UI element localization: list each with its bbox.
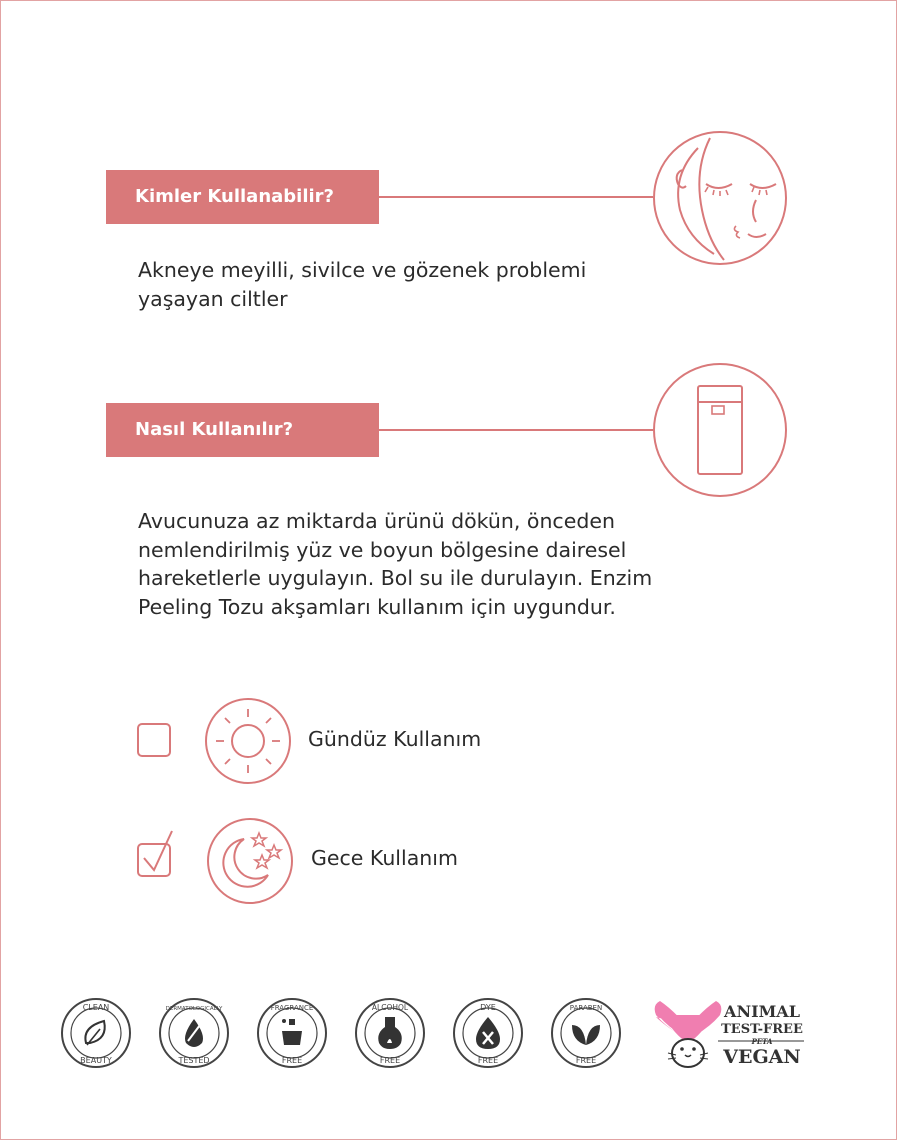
face-icon [652,130,788,266]
day-usage-label: Gündüz Kullanım [308,727,482,751]
badge-bottom-text: FREE [477,1056,499,1065]
badge-top-text: CLEAN [82,1003,110,1012]
header-connector-line [379,196,653,198]
badge-bottom-text: FREE [379,1056,401,1065]
how-to-use-line: nemlendirilmiş yüz ve boyun bölgesine dairesel [138,537,627,562]
who-can-use-line: Akneye meyilli, sivilce ve gözenek problemi [138,258,587,282]
badge-top-text: ALCOHOL [371,1003,409,1012]
fragrance-free-badge [256,997,328,1069]
paraben-free-badge [550,997,622,1069]
who-can-use-header: Kimler Kullanabilir? [106,170,379,224]
clean-beauty-badge [60,997,132,1069]
header-connector-line [379,429,653,431]
who-can-use-line: yaşayan ciltler [138,286,288,311]
peta-brand: PETA [751,1037,773,1046]
badge-bottom-text: TESTED [178,1056,210,1065]
badge-top-text: DYE [480,1003,496,1012]
leaves-icon [572,1025,586,1045]
badge-bottom-text: BEAUTY [80,1056,112,1065]
how-to-use-text [138,507,679,621]
badge-top-text: FRAGRANCE [270,1004,314,1012]
day-usage-checkbox[interactable] [136,722,174,760]
peta-vegan-logo [650,995,810,1073]
badge-bottom-text: FREE [575,1056,597,1065]
peta-line2: TEST-FREE [721,1022,803,1037]
badge-top-text: DERMATOLOGICALLY [165,1006,223,1012]
night-usage-checkbox[interactable] [136,828,176,878]
perfume-icon [289,1019,295,1025]
leaf-icon [85,1021,104,1043]
how-to-use-line: Avucunuza az miktarda ürünü dökün, önceden [138,509,615,533]
how-to-use-line: Peeling Tozu akşamları kullanım için uygundur. [138,594,616,619]
x-icon [476,1017,500,1049]
peta-line1: ANIMAL [724,1002,800,1021]
flask-icon [378,1017,402,1049]
dermatologically-tested-badge [158,997,230,1069]
moon-stars-icon [206,817,294,905]
how-to-use-header: Nasıl Kullanılır? [106,403,379,457]
peta-line3: VEGAN [723,1046,801,1068]
night-usage-label: Gece Kullanım [311,846,458,870]
dye-free-badge [452,997,524,1069]
badge-top-text: PARABEN [569,1004,603,1012]
alcohol-free-badge [354,997,426,1069]
how-to-use-line: hareketlerle uygulayın. Bol su ile durulayın. Enzim [138,566,653,590]
sun-icon [204,697,292,785]
bottle-icon [652,362,788,498]
badge-bottom-text: FREE [281,1056,303,1065]
who-can-use-text [138,256,586,313]
